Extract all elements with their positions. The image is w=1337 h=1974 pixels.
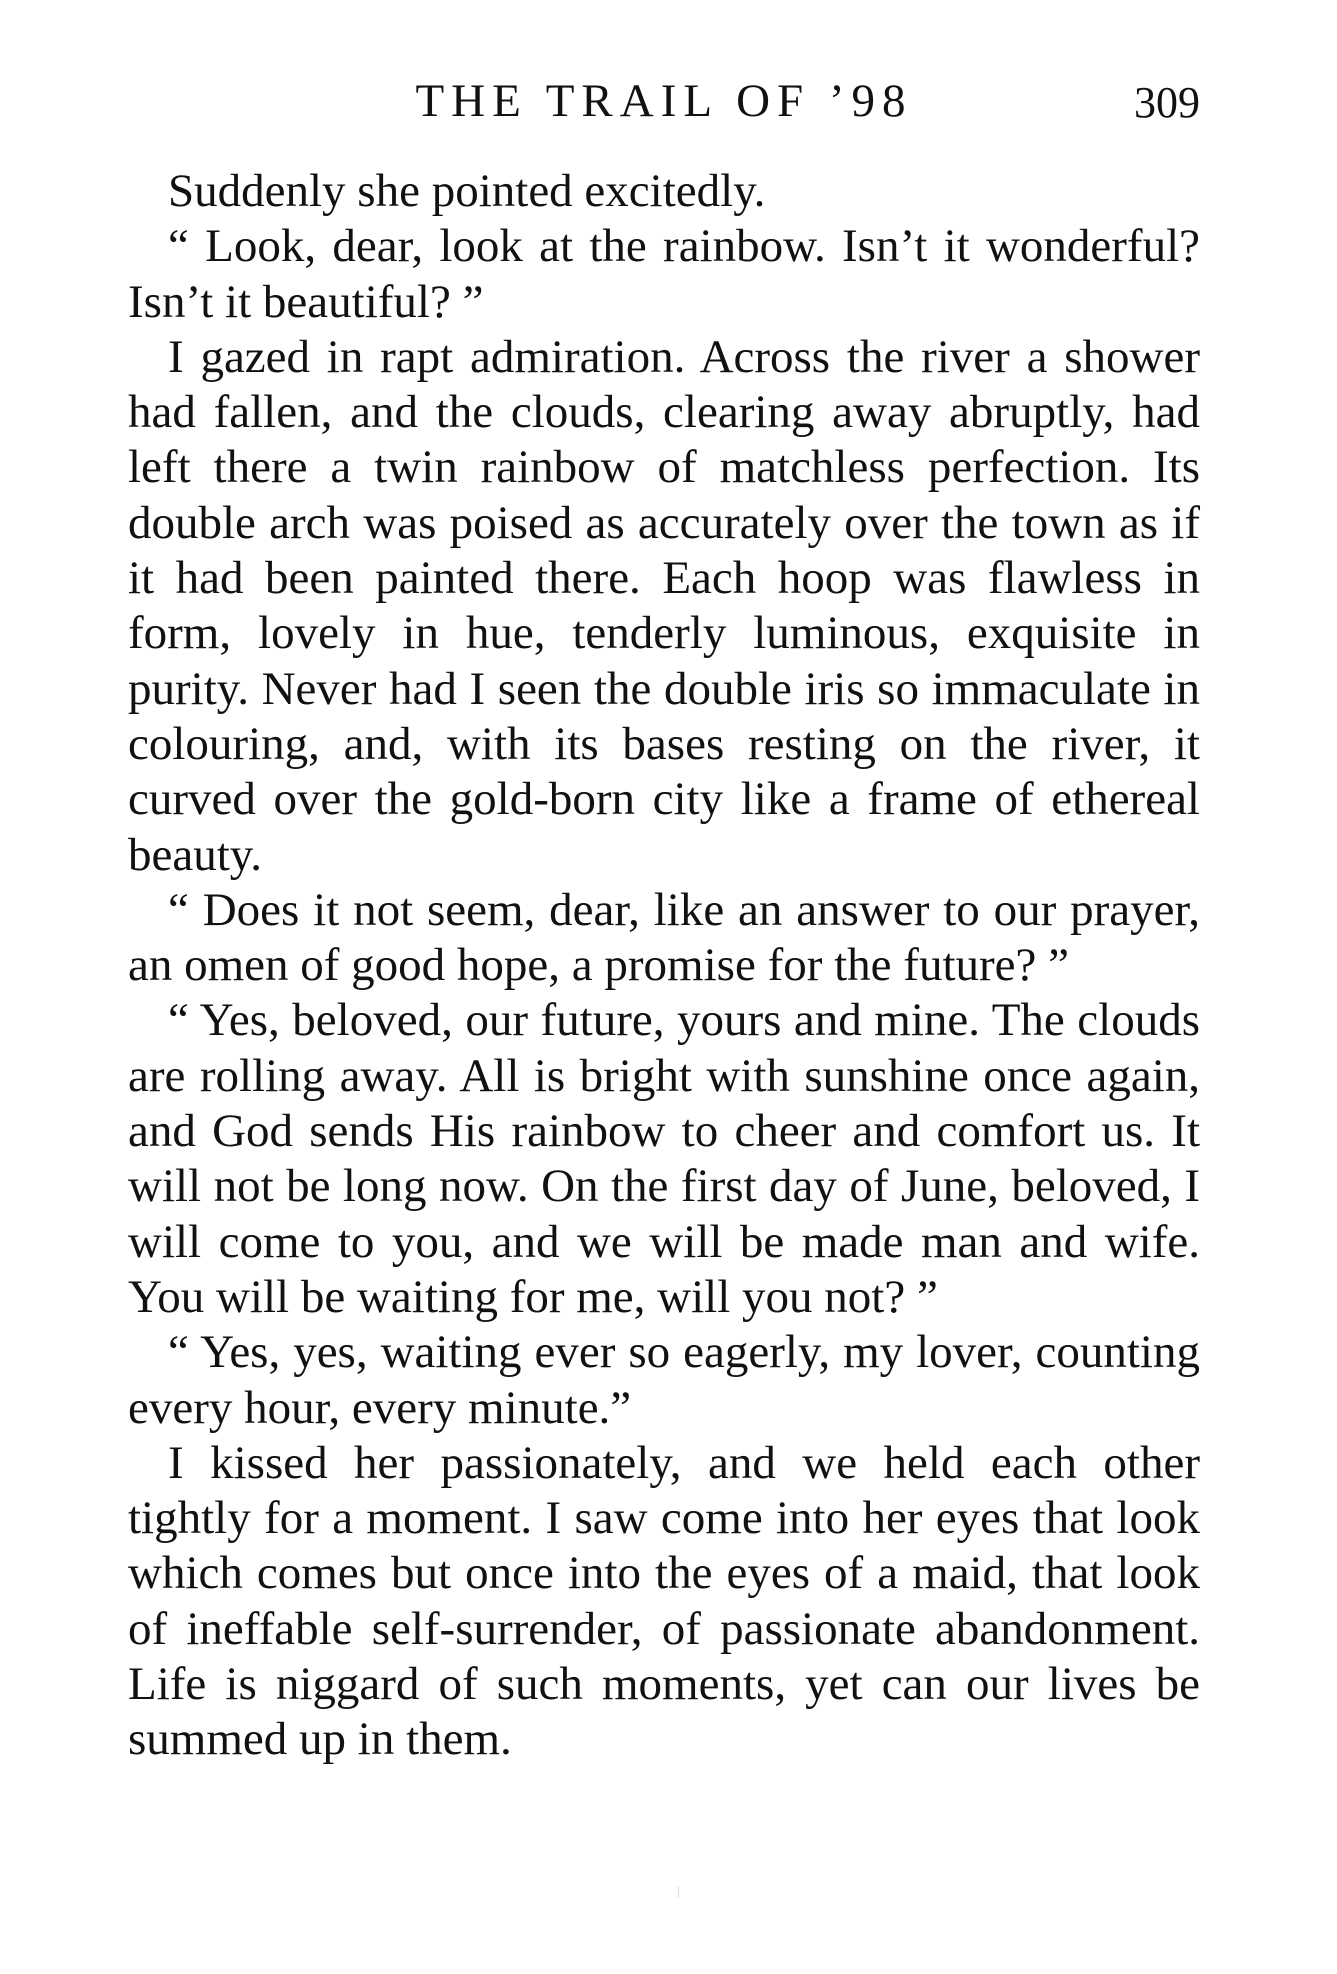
paragraph-3: I gazed in rapt admiration. Across the river a shower had fallen, and the clouds, clearing away abruptly, had left there a twin rainbow of matchless perfection. Its double arch was poised as accurately over the town as if it had been painted there. Each hoop was flawless in form, lovely in hue, tenderly luminous, exquisite in purity. Never had I seen the double iris so immaculate in colouring, and, with its bases resting on the river, it curved over the gold-born city like a frame of ethereal beauty. [128,330,1200,881]
paragraph-4: “ Does it not seem, dear, like an answer to our prayer, an omen of good hope, a promise for the future? ” [128,883,1200,992]
paragraph-5: “ Yes, beloved, our future, yours and mine. The clouds are rolling away. All is bright with sunshine once again, and God sends His rainbow to cheer and comfort us. It will not be long now. On the first day of June, beloved, I will come to you, and we will be made man and wife. You will be waiting for me, will you not? ” [128,994,1200,1323]
paragraph-6: “ Yes, yes, waiting ever so eagerly, my lover, counting every hour, every minute.” [128,1326,1200,1434]
running-head [128,75,1200,164]
page-edge-mark [678,1886,679,1898]
page-number: 309 [1134,78,1200,127]
paragraph-2: “ Look, dear, look at the rainbow. Isn’t it wonderful? Isn’t it beautiful? ” [128,220,1200,328]
body-text [128,164,1200,1768]
paragraph-7: I kissed her passionately, and we held each other tightly for a moment. I saw come into her eyes that look which comes but once into the eyes of a maid, that look of ineffable self-surrender, of passionate abandonment. Life is niggard of such moments, yet can our lives be summed up in them. [128,1436,1200,1766]
paragraph-1: Suddenly she pointed excitedly. [168,165,766,217]
book-page [128,75,1200,1898]
running-title: THE TRAIL OF ’98 [415,75,913,127]
